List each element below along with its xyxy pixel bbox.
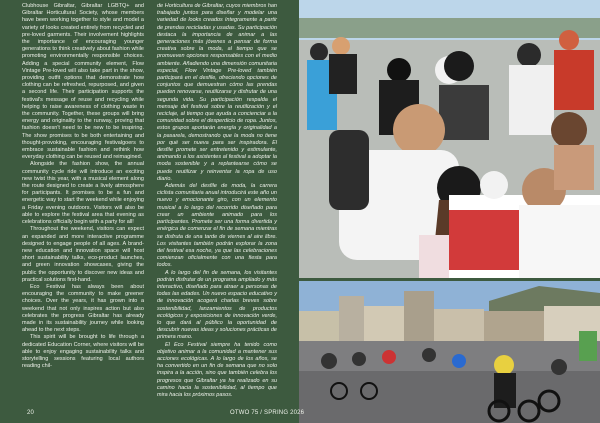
es-paragraph: El Eco Festival siempre ha tenido como objetivo animar a la comunidad a mantener sus acciones ecológicas. A lo largo de los años, se ha convertido en un fin de semana que no solo inspira a la acción, sino que también celebra los progresos que Gibraltar ya ha realizado en su camino hacia la sostenibilidad, al tiempo que mira hacia los próximos pasos. <box>157 341 277 398</box>
es-paragraph: Además del desfile de moda, la carrera ciclista comunitaria anual introducirá este año un nuevo y emocionante giro, con un elemento musical a lo largo del recorrido diseñado para crear un ambiente animado para los participantes. Promete ser una forma divertida y enérgica de comenzar el fin de semana mientras se disfruta de una tarde de viernes al aire libre. Los visitantes también podrán explorar la zona del festival esa noche, ya que las celebraciones comienzan oficialmente con una fiesta para todos. <box>157 183 277 269</box>
photo-illustration-2 <box>299 281 600 423</box>
cyclists-registration-photo <box>299 0 600 278</box>
photo-illustration <box>299 0 600 278</box>
es-paragraph: de Horticultura de Gibraltar, cuyos miembros han trabajado juntos para diseñar y modelar una variedad de looks creados íntegramente a partir de prendas recicladas y usadas. Su participación destaca la importancia de animar a las generaciones más jóvenes a pensar de forma creativa sobre la moda, al tiempo que se promueven opciones responsables con el medio ambiente. Añadiendo una dimensión comunitaria especial, Flow Vintage Pre-loved también participará en el desfile, ofreciendo opciones de conjuntos que demuestran cómo las prendas pueden renovarse, reutilizarse y disfrutar de una segunda vida. Su participación respalda el mensaje del festival sobre la reutilización y el reciclaje, al tiempo que ayuda a concienciar a la comunidad sobre el desperdicio de ropa. Juntos, estos grupos aportarán energía y originalidad a la pasarela, demostrando que la moda no tiene por qué ser nueva para ser inspiradora. El desfile promete ser entretenido y estimulante, animando a los asistentes al festival a adoptar la moda sostenible y a replantearse cómo se puede reutilizar y reinventar la ropa de uso diario. <box>157 3 277 182</box>
issue-label: OTWO 75 / SPRING 2026 <box>230 410 305 416</box>
en-paragraph: Throughout the weekend, visitors can expect an expanded and more interactive programme designed to engage people of all ages. A brand-new education and innovation space will host short sustainability talks, eco-product launches, and green innovation showcases, giving the public the opportunity to discover new ideas and practical solutions first-hand. <box>22 226 144 283</box>
en-paragraph: Alongside the fashion show, the annual community cycle ride will introduce an exciting new twist this year, with a musical element along the route designed to create a lively atmosphere for participants. It promises to be a fun and energetic way to start the weekend while enjoying a Friday evening outdoors. Visitors will also be able to explore the festival area that evening as celebrations officially begin with a party for all! <box>22 161 144 226</box>
en-paragraph: Eco Festival has always been about encouraging the community to make greener choices. Over the years, it has grown into a weekend that not only inspires action but also celebrates the progress Gibraltar has already made in its sustainability journey while looking ahead to the next steps. <box>22 283 144 334</box>
english-column <box>22 3 144 370</box>
spanish-column <box>157 3 277 399</box>
en-paragraph: This spirit will be brought to life through a dedicated Education Corner, where visitors will be able to enjoy engaging sustainability talks and storytelling sessions featuring local authors reading chil- <box>22 334 144 370</box>
es-paragraph: A lo largo del fin de semana, los visitantes podrán disfrutar de un programa ampliado y más interactivo, diseñado para atraer a personas de todas las edades. Un nuevo espacio educativo y de innovación acogerá charlas breves sobre sostenibilidad, lanzamientos de productos ecológicos y exposiciones de innovación verde, lo que dará al público la oportunidad de descubrir nuevas ideas y soluciones prácticas de primera mano. <box>157 269 277 341</box>
cyclists-seafront-photo <box>299 281 600 423</box>
en-paragraph: Clubhouse Gibraltar, Gibraltar LGBTQ+ and Gibraltar Horticultural Society, whose members have been working together to style and model a variety of looks created entirely from recycled and pre-loved garments. Their involvement highlights the importance of encouraging younger generations to think creatively about fashion while promoting environmentally responsible choices. Adding a special community element, Flow Vintage Pre-loved will also take part in the show, providing outfit options that demonstrate how clothing can be refreshed, repurposed, and given a second life. Their participation supports the festival's message of reuse and recycling while helping to raise awareness of clothing waste in the community. Together, these groups will bring energy and originality to the runway, proving that fashion doesn't need to be new to be inspiring. The show promises to be both entertaining and thought-provoking, encouraging festivalgoers to embrace sustainable fashion and rethink how everyday clothing can be reused and reimagined. <box>22 3 144 161</box>
page-number: 20 <box>27 410 35 416</box>
